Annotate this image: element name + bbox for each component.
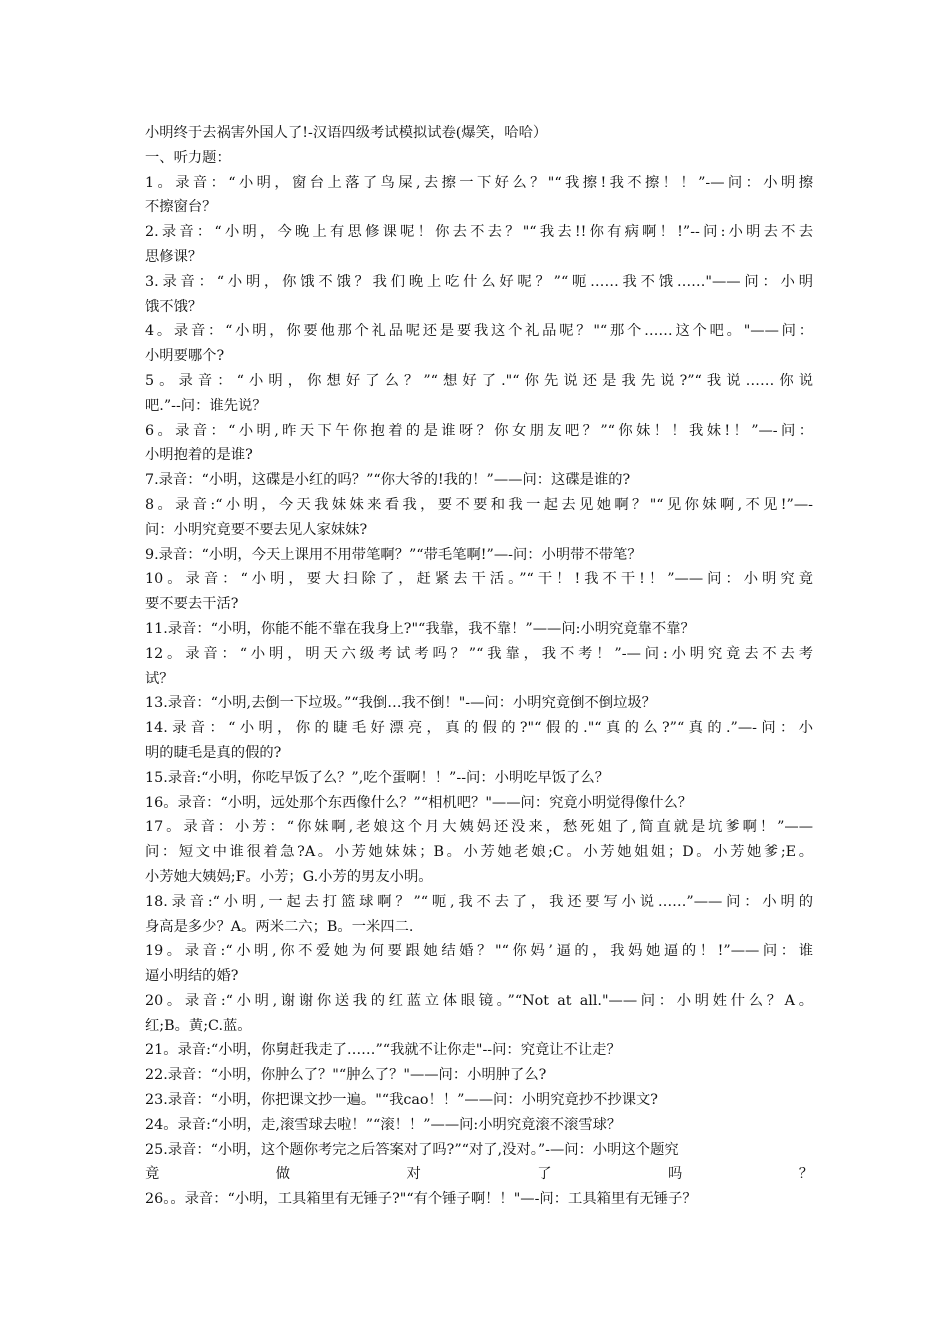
- question-line: 11.录音：“小明，你能不能不靠在我身上?"“我靠，我不靠！”——问:小明究竟靠不靠？: [145, 620, 695, 637]
- question-line: 问：短文中谁很着急?A。小芳她妹妹；B。小芳她老娘;C。小芳她姐姐；D。小芳她爹;E。: [145, 844, 813, 861]
- question-line: 26。。录音：“小明，工具箱里有无锤子?"“有个锤子啊！！"—-问：工具箱里有无锤子？: [145, 1191, 697, 1208]
- question-line: 23.录音：“小明，你把课文抄一遍。"“我cao！！”——问：小明究竟抄不抄课文?: [145, 1092, 658, 1109]
- question-line: 3.录音：“小明，你饿不饿？我们晚上吃什么好呢？”“呃……我不饿……"——问：小明: [145, 273, 813, 290]
- question-line: 思修课？: [145, 248, 203, 265]
- question-line: 25.录音：“小明，这个题你考完之后答案对了吗?”“对了,没对。”-—问：小明这个题究: [145, 1141, 679, 1158]
- document-page: [145, 121, 813, 1212]
- question-line: 17。录音：小芳：“你妹啊,老娘这个月大姨妈还没来，愁死姐了,简直就是坑爹啊！”——: [145, 819, 813, 836]
- question-line: 15.录音:“小明，你吃早饭了么？”,吃个蛋啊！！”--问：小明吃早饭了么？: [145, 769, 609, 786]
- question-line: 10。录音：“小明，要大扫除了，赶紧去干活。”“干！!我不干!！”——问：小明究竟: [145, 571, 813, 588]
- question-line: 小明抱着的是谁?: [145, 447, 253, 464]
- section-heading: 一、听力题：: [145, 149, 231, 166]
- question-line: 小明要哪个?: [145, 348, 225, 365]
- question-line: 吧.”--问：谁先说？: [145, 397, 267, 414]
- question-line: 逼小明结的婚?: [145, 968, 239, 985]
- question-line: 18.录音:“小明,一起去打篮球啊？”“呃,我不去了，我还要写小说……”——问：小明的: [145, 893, 813, 910]
- question-line: 2.录音：“小明，今晚上有思修课呢！你去不去？"“我去!!你有病啊！!”--问:小明去不去: [145, 224, 813, 241]
- question-line: 9.录音：“小明，今天上课用不用带笔啊？”“带毛笔啊!”—-问：小明带不带笔？: [145, 546, 642, 563]
- question-line: 8。录音:“小明，今天我妹妹来看我，要不要和我一起去见她啊？"“见你妹啊,不见!”—-: [145, 496, 813, 513]
- question-line: 红;B。黄;C.蓝。: [145, 1017, 252, 1034]
- question-line: 13.录音：“小明,去倒一下垃圾。”“我倒…我不倒！"-—问：小明究竟倒不倒垃圾？: [145, 695, 656, 712]
- question-line: 20。录音:“小明,谢谢你送我的红蓝立体眼镜。”“Not at all."——问：小明姓什么？A。: [145, 992, 813, 1009]
- question-line: 小芳她大姨妈;F。小芳；G.小芳的男友小明。: [145, 868, 433, 885]
- question-line: 19。录音:“小明,你不爱她为何要跟她结婚？"“你妈’逼的，我妈她逼的！!”——问：谁: [145, 943, 813, 960]
- question-line: 明的睫毛是真的假的?: [145, 744, 282, 761]
- question-line: 身高是多少？A。两米二六；B。一米四二.: [145, 918, 414, 935]
- question-line: 14.录音：“小明，你的睫毛好漂亮，真的假的?"“假的."“真的么?”“真的.”—-问：小: [145, 720, 813, 737]
- document-title: 小明终于去祸害外国人了!-汉语四级考试模拟试卷(爆笑，哈哈）: [145, 125, 548, 141]
- question-line: 24。录音:“小明，走,滚雪球去啦！”“滚！！”——问:小明究竟滚不滚雪球？: [145, 1116, 622, 1133]
- question-list: [145, 171, 813, 1212]
- question-line: 7.录音：“小明，这碟是小红的吗？”“你大爷的!我的！”——问：这碟是谁的?: [145, 472, 631, 489]
- question-line: 要不要去干活?: [145, 596, 239, 613]
- question-line: 试？: [145, 670, 174, 687]
- question-line: 不擦窗台？: [145, 199, 217, 216]
- question-line: 问：小明究竟要不要去见人家妹妹?: [145, 521, 368, 538]
- question-line: 饿不饿？: [145, 298, 203, 315]
- question-line: 12。录音：“小明，明天六级考试考吗？”“我靠，我不考！”-—问:小明究竟去不去考: [145, 645, 813, 662]
- question-line: 6。录音：“小明,昨天下午你抱着的是谁呀？你女朋友吧？”“你妹！！我妹!！”—-问：: [145, 422, 813, 439]
- question-line: 22.录音：“小明，你肿么了？"“肿么了？"——问：小明肿了么?: [145, 1067, 547, 1084]
- question-line: 4。录音：“小明，你要他那个礼品呢还是要我这个礼品呢？"“那个……这个吧。"——问：: [145, 323, 813, 340]
- question-line: 5。录音：“小明，你想好了么？”“想好了."“你先说还是我先说?”“我说……你说: [145, 372, 813, 389]
- question-line: 21。录音:“小明，你舅赶我走了……”“我就不让你走"--问：究竟让不让走？: [145, 1042, 621, 1059]
- question-line: 16。录音：“小明，远处那个东西像什么？”“相机吧？"——问：究竟小明觉得像什么？: [145, 794, 693, 811]
- question-line: 竟做对了吗？: [145, 1166, 813, 1183]
- question-line: 1。录音：“小明，窗台上落了鸟屎,去擦一下好么？"“我擦!我不擦！！”-—问：小明擦: [145, 174, 813, 191]
